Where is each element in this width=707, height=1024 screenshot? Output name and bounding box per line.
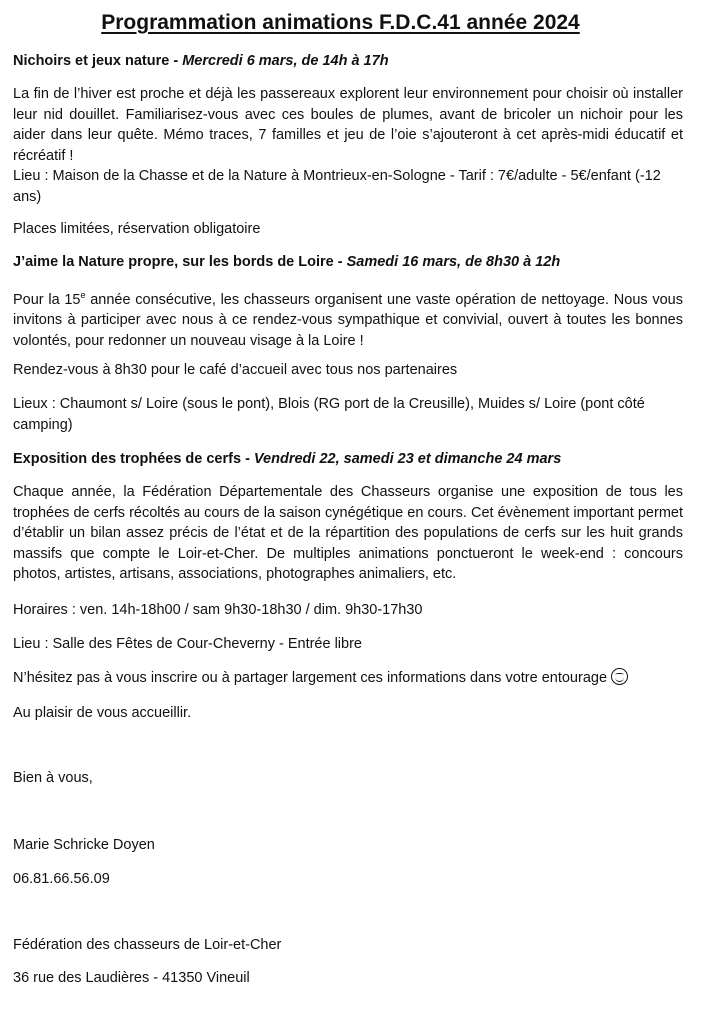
event1-location: Lieu : Maison de la Chasse et de la Nature à Montrieux-en-Sologne - Tarif : 7€/adulte - 5€/enfant (-12 ans) (13, 168, 661, 205)
event3-heading (13, 449, 683, 470)
event2-meeting: Rendez-vous à 8h30 pour le café d’accueil avec tous nos partenaires (13, 362, 458, 378)
event2-name: J’aime la Nature propre, sur les bords de Loire - (13, 254, 347, 270)
closing-welcome: Au plaisir de vous accueillir. (13, 705, 192, 721)
event2-description (13, 285, 683, 351)
event3-hours: Horaires : ven. 14h-18h00 / sam 9h30-18h30 / dim. 9h30-17h30 (13, 602, 423, 618)
event1-name: Nichoirs et jeux nature - (13, 53, 183, 69)
event1-note: Places limitées, réservation obligatoire (13, 221, 261, 237)
signature-address: 36 rue des Laudières - 41350 Vineuil (13, 970, 250, 986)
event2-locations: Lieux : Chaumont s/ Loire (sous le pont), Blois (RG port de la Creusille), Muides s/ Loire (pont côté camping) (13, 396, 645, 433)
smiling-face-icon (611, 668, 628, 685)
event1-description: La fin de l’hiver est proche et déjà les passereaux explorent leur environnement pour choisir où installer leur nid douillet. Familiarisez-vous avec ces boules de plumes, avant de bricoler un nichoir pour les aider dans leur quête. Mémo traces, 7 familles et jeu de l’oie s’ajouteront à cet après-midi éducatif et récréatif ! (13, 86, 683, 164)
signature-organization: Fédération des chasseurs de Loir-et-Cher (13, 937, 282, 953)
event2-ordinal-suffix: e (80, 290, 86, 300)
page-title: Programmation animations F.D.C.41 année 2024 (101, 11, 580, 34)
closing-share (13, 668, 683, 689)
event2-heading (13, 252, 683, 273)
event2-description-rest: année consécutive, les chasseurs organisent une vaste opération de nettoyage. Nous vous invitons à participer avec nous à ce rendez-vous sympathique et convivial, ouvert à toutes les bonnes volontés, pour redonner un nouveau visage à la Loire ! (13, 291, 683, 349)
event2-description-prefix: Pour la 15 (13, 291, 81, 308)
closing-greeting: Bien à vous, (13, 770, 93, 786)
closing-share-text: N’hésitez pas à vous inscrire ou à partager largement ces informations dans votre entourage (13, 670, 608, 686)
event3-description: Chaque année, la Fédération Départementale des Chasseurs organise une exposition de tous les trophées de cerfs récoltés au cours de la saison cynégétique en cours. Cet évènement important permet d’établir un bilan assez précis de l’état et de la répartition des populations de cerfs sur les huit grands massifs que compte le Loir-et-Cher. De multiples animations ponctueront le week-end : concours photos, artistes, artisans, associations, photographes animaliers, etc. (13, 484, 683, 582)
event1-heading (13, 51, 683, 72)
signature-name: Marie Schricke Doyen (13, 837, 155, 853)
event3-name: Exposition des trophées de cerfs - (13, 451, 254, 467)
event3-location: Lieu : Salle des Fêtes de Cour-Cheverny - Entrée libre (13, 636, 362, 652)
event3-date: Vendredi 22, samedi 23 et dimanche 24 mars (253, 451, 562, 467)
signature-phone: 06.81.66.56.09 (13, 871, 110, 887)
event2-date: Samedi 16 mars, de 8h30 à 12h (346, 254, 561, 270)
event1-date: Mercredi 6 mars, de 14h à 17h (182, 53, 389, 69)
